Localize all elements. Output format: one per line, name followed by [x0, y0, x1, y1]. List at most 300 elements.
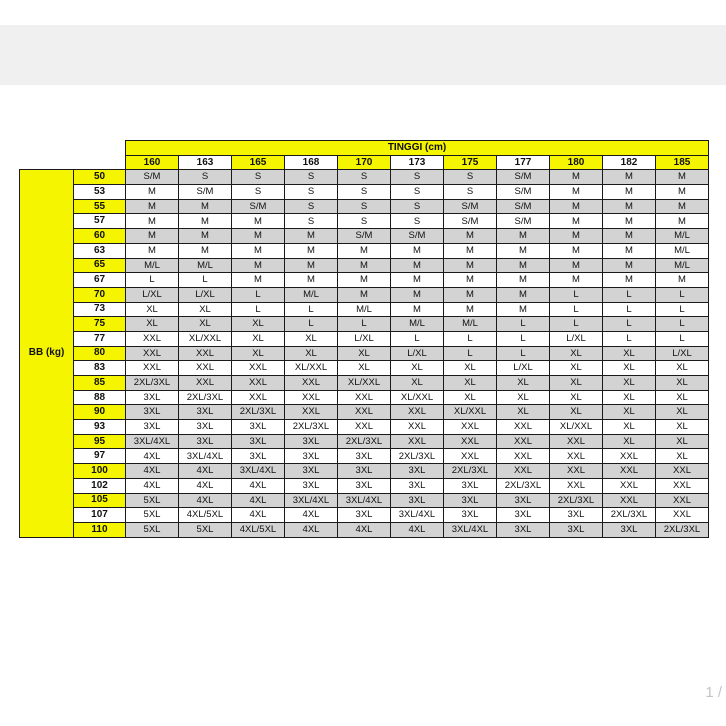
weight-value-cell: 73 [74, 302, 126, 317]
size-cell: L [232, 287, 285, 302]
table-row [20, 390, 709, 405]
size-cell: XXL [603, 478, 656, 493]
size-cell: XL [444, 390, 497, 405]
size-cell: M [444, 287, 497, 302]
size-cell: XL [179, 317, 232, 332]
size-cell: 3XL [444, 508, 497, 523]
size-cell: XL [603, 434, 656, 449]
size-cell: M [179, 229, 232, 244]
size-cell: 3XL [179, 405, 232, 420]
size-cell: M [126, 229, 179, 244]
size-cell: 3XL [126, 390, 179, 405]
size-cell: 2XL/3XL [126, 376, 179, 391]
size-cell: 3XL/4XL [285, 493, 338, 508]
size-cell: XXL [179, 361, 232, 376]
size-cell: M [550, 243, 603, 258]
size-cell: XL [179, 302, 232, 317]
size-cell: XL [656, 376, 709, 391]
size-cell: 3XL [497, 493, 550, 508]
size-cell: XL [603, 376, 656, 391]
weight-value-cell: 80 [74, 346, 126, 361]
size-cell: S [285, 199, 338, 214]
size-cell: M [656, 273, 709, 288]
table-row [20, 464, 709, 479]
size-cell: XL [126, 302, 179, 317]
size-cell: 3XL/4XL [338, 493, 391, 508]
table-row [20, 361, 709, 376]
size-cell: M [444, 273, 497, 288]
size-cell: XXL [444, 420, 497, 435]
size-cell: 3XL [338, 449, 391, 464]
corner-cell [20, 155, 126, 170]
size-cell: M [126, 214, 179, 229]
table-row [20, 258, 709, 273]
size-cell: XL [391, 376, 444, 391]
size-cell: 4XL [126, 464, 179, 479]
size-cell: 3XL [232, 449, 285, 464]
weight-value-cell: 97 [74, 449, 126, 464]
size-cell: XXL [444, 434, 497, 449]
size-cell: S/M [179, 185, 232, 200]
size-cell: M [179, 243, 232, 258]
size-cell: L [656, 302, 709, 317]
size-cell: L/XL [179, 287, 232, 302]
size-cell: XL [550, 376, 603, 391]
size-cell: L [444, 346, 497, 361]
size-cell: XXL [656, 493, 709, 508]
size-cell: XL [603, 346, 656, 361]
size-cell: 4XL [126, 478, 179, 493]
height-header-cell: 177 [497, 155, 550, 170]
size-cell: XXL [550, 434, 603, 449]
weight-value-cell: 67 [74, 273, 126, 288]
height-header-cell: 160 [126, 155, 179, 170]
size-cell: S/M [126, 170, 179, 185]
size-cell: S [285, 185, 338, 200]
table-row [20, 185, 709, 200]
size-cell: L [550, 317, 603, 332]
size-cell: XL [656, 405, 709, 420]
size-cell: XL [603, 405, 656, 420]
size-cell: 4XL [232, 493, 285, 508]
size-cell: 3XL [285, 478, 338, 493]
size-cell: XXL [603, 464, 656, 479]
size-cell: 4XL/5XL [232, 522, 285, 537]
size-cell: XL [550, 390, 603, 405]
height-header-cell: 180 [550, 155, 603, 170]
size-cell: S [391, 185, 444, 200]
weight-value-cell: 77 [74, 331, 126, 346]
size-cell: 3XL/4XL [179, 449, 232, 464]
size-cell: L/XL [656, 346, 709, 361]
weight-value-cell: 95 [74, 434, 126, 449]
size-cell: M [603, 185, 656, 200]
size-cell: 3XL [179, 434, 232, 449]
size-cell: 4XL [285, 522, 338, 537]
table-row [20, 434, 709, 449]
size-cell: S/M [444, 214, 497, 229]
weight-value-cell: 110 [74, 522, 126, 537]
weight-value-cell: 102 [74, 478, 126, 493]
size-cell: 4XL [232, 478, 285, 493]
size-cell: M [285, 229, 338, 244]
size-cell: XL [656, 420, 709, 435]
size-cell: L/XL [338, 331, 391, 346]
size-cell: XL [444, 376, 497, 391]
size-cell: 2XL/3XL [179, 390, 232, 405]
size-cell: M [550, 199, 603, 214]
size-cell: M [285, 273, 338, 288]
size-cell: L [603, 317, 656, 332]
size-cell: L [603, 331, 656, 346]
size-cell: M [656, 185, 709, 200]
size-cell: M [232, 243, 285, 258]
size-cell: XXL [603, 493, 656, 508]
weight-value-cell: 55 [74, 199, 126, 214]
size-cell: 3XL [338, 478, 391, 493]
size-cell: S [338, 199, 391, 214]
size-cell: XL [656, 449, 709, 464]
size-cell: M [285, 243, 338, 258]
size-cell: 3XL [232, 434, 285, 449]
size-cell: XL [126, 317, 179, 332]
table-row [20, 449, 709, 464]
weight-value-cell: 60 [74, 229, 126, 244]
size-cell: 4XL [285, 508, 338, 523]
size-cell: 4XL/5XL [179, 508, 232, 523]
size-cell: 2XL/3XL [550, 493, 603, 508]
size-cell: 2XL/3XL [444, 464, 497, 479]
size-cell: XL [603, 420, 656, 435]
size-cell: M [656, 199, 709, 214]
table-row [20, 214, 709, 229]
size-cell: XL/XXL [550, 420, 603, 435]
size-cell: M [232, 258, 285, 273]
size-cell: L [338, 317, 391, 332]
size-cell: 4XL [179, 464, 232, 479]
size-cell: L [497, 331, 550, 346]
size-cell: S [444, 170, 497, 185]
height-header-cell: 163 [179, 155, 232, 170]
weight-value-cell: 65 [74, 258, 126, 273]
size-cell: M [550, 258, 603, 273]
weight-value-cell: 50 [74, 170, 126, 185]
height-header-cell: 173 [391, 155, 444, 170]
size-cell: M [444, 229, 497, 244]
size-cell: 3XL [126, 420, 179, 435]
weight-value-cell: 100 [74, 464, 126, 479]
size-cell: 3XL/4XL [126, 434, 179, 449]
table-row [20, 420, 709, 435]
size-cell: 3XL [391, 493, 444, 508]
table-row [20, 405, 709, 420]
size-cell: XXL [497, 449, 550, 464]
size-cell: 4XL [391, 522, 444, 537]
weight-value-cell: 57 [74, 214, 126, 229]
size-cell: XXL [338, 390, 391, 405]
weight-value-cell: 63 [74, 243, 126, 258]
size-cell: M [179, 214, 232, 229]
size-cell: XL/XXL [179, 331, 232, 346]
size-cell: 3XL [285, 449, 338, 464]
size-cell: XXL [285, 405, 338, 420]
table-row [20, 287, 709, 302]
size-cell: XXL [391, 434, 444, 449]
size-cell: M [391, 302, 444, 317]
size-cell: S/M [497, 214, 550, 229]
size-cell: L [656, 317, 709, 332]
size-cell: XL [338, 346, 391, 361]
size-cell: 3XL [550, 522, 603, 537]
size-cell: M/L [391, 317, 444, 332]
size-cell: 3XL [285, 464, 338, 479]
size-cell: S [338, 170, 391, 185]
size-cell: M [603, 229, 656, 244]
size-cell: XL/XXL [338, 376, 391, 391]
size-cell: 4XL [232, 508, 285, 523]
size-cell: L [285, 302, 338, 317]
size-cell: M [603, 273, 656, 288]
table-row [20, 331, 709, 346]
size-cell: 3XL [444, 493, 497, 508]
size-cell: XXL [285, 390, 338, 405]
height-title: TINGGI (cm) [126, 141, 709, 156]
size-cell: 4XL [126, 449, 179, 464]
weight-value-cell: 83 [74, 361, 126, 376]
size-cell: XL [497, 405, 550, 420]
table-row [20, 478, 709, 493]
size-cell: XL [550, 405, 603, 420]
table-row [20, 522, 709, 537]
size-cell: 3XL/4XL [391, 508, 444, 523]
size-cell: M/L [656, 243, 709, 258]
size-cell: S/M [497, 185, 550, 200]
size-cell: 3XL [497, 522, 550, 537]
size-cell: XL [391, 361, 444, 376]
size-cell: XXL [603, 449, 656, 464]
size-cell: XXL [391, 405, 444, 420]
size-cell: M/L [656, 229, 709, 244]
size-cell: S [391, 214, 444, 229]
weight-value-cell: 105 [74, 493, 126, 508]
size-cell: M [126, 199, 179, 214]
size-cell: S [285, 214, 338, 229]
size-cell: XXL [656, 464, 709, 479]
size-cell: XXL [126, 346, 179, 361]
size-cell: 3XL [126, 405, 179, 420]
size-cell: XXL [338, 405, 391, 420]
size-cell: M/L [338, 302, 391, 317]
size-cell: M [497, 258, 550, 273]
size-cell: XXL [232, 361, 285, 376]
size-cell: M [603, 199, 656, 214]
size-cell: XXL [391, 420, 444, 435]
size-cell: S/M [444, 199, 497, 214]
size-cell: 3XL [338, 464, 391, 479]
size-cell: M [550, 170, 603, 185]
size-cell: M [497, 302, 550, 317]
size-cell: 3XL [391, 478, 444, 493]
weight-value-cell: 90 [74, 405, 126, 420]
table-row [20, 508, 709, 523]
size-cell: L [497, 346, 550, 361]
weight-axis-label: BB (kg) [20, 170, 74, 537]
size-cell: XL [497, 376, 550, 391]
size-cell: 3XL [550, 508, 603, 523]
size-cell: L/XL [391, 346, 444, 361]
size-cell: XL [656, 361, 709, 376]
size-cell: S [338, 214, 391, 229]
size-cell: XL [603, 390, 656, 405]
size-cell: XL [497, 390, 550, 405]
size-cell: M [656, 170, 709, 185]
size-cell: L [656, 287, 709, 302]
size-cell: 3XL [391, 464, 444, 479]
size-cell: M [391, 273, 444, 288]
size-cell: XL [232, 331, 285, 346]
size-cell: M/L [285, 287, 338, 302]
size-cell: M [603, 243, 656, 258]
size-cell: L [603, 287, 656, 302]
table-row [20, 273, 709, 288]
size-cell: M [603, 258, 656, 273]
size-cell: 3XL [338, 508, 391, 523]
size-cell: XXL [232, 376, 285, 391]
size-cell: M [338, 258, 391, 273]
size-cell: XL [232, 346, 285, 361]
table-row [20, 317, 709, 332]
size-cell: M [232, 273, 285, 288]
size-cell: S [391, 199, 444, 214]
size-cell: S/M [232, 199, 285, 214]
size-cell: 4XL [338, 522, 391, 537]
size-cell: XXL [550, 449, 603, 464]
size-cell: S [391, 170, 444, 185]
size-cell: XXL [656, 508, 709, 523]
size-cell: M [444, 243, 497, 258]
size-cell: XXL [497, 434, 550, 449]
size-cell: L [391, 331, 444, 346]
size-cell: 5XL [126, 493, 179, 508]
size-cell: L [603, 302, 656, 317]
size-cell: L [656, 331, 709, 346]
size-cell: M [338, 273, 391, 288]
size-cell: XL [550, 346, 603, 361]
size-cell: M [232, 229, 285, 244]
size-cell: XXL [232, 390, 285, 405]
weight-value-cell: 107 [74, 508, 126, 523]
size-cell: M [497, 243, 550, 258]
table-row [20, 199, 709, 214]
weight-value-cell: 88 [74, 390, 126, 405]
size-cell: S [285, 170, 338, 185]
height-header-cell: 175 [444, 155, 497, 170]
size-cell: M [232, 214, 285, 229]
size-cell: XXL [338, 420, 391, 435]
size-cell: 2XL/3XL [603, 508, 656, 523]
table-row [20, 346, 709, 361]
weight-value-cell: 93 [74, 420, 126, 435]
size-cell: XXL [126, 331, 179, 346]
size-cell: M [497, 229, 550, 244]
size-cell: L [550, 287, 603, 302]
size-cell: S/M [338, 229, 391, 244]
size-cell: M [656, 214, 709, 229]
height-header-cell: 165 [232, 155, 285, 170]
height-header-cell: 170 [338, 155, 391, 170]
size-cell: L [285, 317, 338, 332]
size-cell: M [391, 287, 444, 302]
size-cell: XXL [444, 449, 497, 464]
size-cell: M [603, 214, 656, 229]
size-cell: M [444, 258, 497, 273]
size-cell: 3XL [603, 522, 656, 537]
size-cell: XL [656, 434, 709, 449]
weight-value-cell: 85 [74, 376, 126, 391]
size-cell: 3XL/4XL [232, 464, 285, 479]
table-row [20, 229, 709, 244]
size-cell: XXL [497, 420, 550, 435]
size-cell: M [550, 229, 603, 244]
size-cell: S [232, 170, 285, 185]
size-cell: M/L [179, 258, 232, 273]
size-cell: 3XL [285, 434, 338, 449]
size-cell: M [285, 258, 338, 273]
size-cell: 3XL [497, 508, 550, 523]
size-cell: L [126, 273, 179, 288]
size-cell: M [497, 273, 550, 288]
size-chart-table [19, 140, 709, 538]
weight-value-cell: 70 [74, 287, 126, 302]
size-cell: L [444, 331, 497, 346]
size-cell: S/M [497, 170, 550, 185]
size-cell: XL [550, 361, 603, 376]
corner-cell [20, 141, 126, 156]
size-cell: XL [285, 346, 338, 361]
height-header-cell: 168 [285, 155, 338, 170]
size-cell: XXL [656, 478, 709, 493]
size-cell: 2XL/3XL [391, 449, 444, 464]
size-cell: S/M [497, 199, 550, 214]
table-row [20, 302, 709, 317]
size-cell: M [550, 273, 603, 288]
size-cell: 3XL [232, 420, 285, 435]
size-cell: 4XL [179, 493, 232, 508]
size-cell: S/M [391, 229, 444, 244]
size-cell: XL/XXL [391, 390, 444, 405]
size-cell: M/L [444, 317, 497, 332]
size-cell: L/XL [550, 331, 603, 346]
size-cell: M [550, 185, 603, 200]
size-cell: S [179, 170, 232, 185]
size-cell: M [126, 243, 179, 258]
height-header-cell: 182 [603, 155, 656, 170]
size-cell: XL [232, 317, 285, 332]
size-cell: S [444, 185, 497, 200]
top-bar [0, 25, 726, 85]
size-cell: XXL [179, 346, 232, 361]
height-header-row [20, 155, 709, 170]
size-cell: XL/XXL [285, 361, 338, 376]
weight-value-cell: 53 [74, 185, 126, 200]
size-cell: M [179, 199, 232, 214]
size-cell: L [497, 317, 550, 332]
size-cell: XXL [285, 376, 338, 391]
size-cell: 2XL/3XL [656, 522, 709, 537]
size-cell: M [550, 214, 603, 229]
table-row [20, 493, 709, 508]
size-cell: 2XL/3XL [232, 405, 285, 420]
